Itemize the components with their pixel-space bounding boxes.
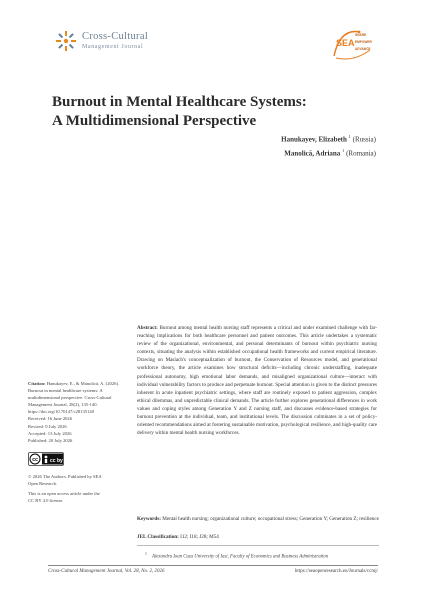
copyright-line-2: Open Research. xyxy=(28,481,58,487)
footnote-mark: 1 xyxy=(145,552,147,556)
footnote-text: Alexandru Ioan Cuza University of Iasi, Faculty of Economics and Business Administration xyxy=(152,554,329,560)
journal-subtitle: Management Journal xyxy=(82,44,144,50)
doi-link[interactable]: https://doi.org/10.70147/c28135140 xyxy=(28,409,95,415)
footer-journal-info: Cross-Cultural Management Journal, Vol. 28, No. 2, 2026 xyxy=(48,569,165,574)
date-accepted: Accepted: 13 July 2026 xyxy=(28,430,72,436)
copyright-line-1: © 2026 The Authors. Published by SEA xyxy=(28,473,102,479)
affiliation-footnote xyxy=(145,552,328,560)
cc-by-license-icon[interactable] xyxy=(28,452,64,466)
author-affiliation-mark: 1 xyxy=(342,148,345,154)
author-list xyxy=(281,131,376,160)
citation xyxy=(28,380,124,408)
journal-header xyxy=(0,0,424,70)
article-title-line-1: Burnout in Mental Healthcare Systems: xyxy=(52,94,307,110)
date-received: Received: 16 June 2026 xyxy=(28,416,73,422)
keywords-text: Mental health nursing; organizational culture; occupational stress; Generation Y; Generation Z; resilience xyxy=(162,516,379,522)
journal-name: Cross-Cultural xyxy=(82,31,149,42)
author-entry xyxy=(281,145,376,159)
publisher-tagline-1: SHARE xyxy=(355,33,367,37)
date-revised: Revised: 9 July 2026 xyxy=(28,423,67,429)
jel-text: I12; I18; J28; M54 xyxy=(180,534,219,540)
cc-badge-text: cc by xyxy=(50,457,63,464)
keywords xyxy=(137,515,379,523)
footer-divider xyxy=(48,565,378,566)
keywords-label: Keywords: xyxy=(137,516,161,522)
article-title xyxy=(52,93,382,131)
abstract xyxy=(137,324,377,437)
author-affiliation-mark: 1 xyxy=(348,134,351,139)
author-name: Hanukayev, Elizabeth xyxy=(281,135,347,144)
publisher-tagline-3: ADVANCE xyxy=(355,47,371,51)
footer-journal-url[interactable]: https://seaopenresearch.eu/Journals/ccmj/ xyxy=(294,569,378,574)
author-entry xyxy=(281,131,376,145)
footnote-divider xyxy=(137,545,379,546)
publisher-name: SEA xyxy=(336,38,355,48)
citation-label: Citation: xyxy=(28,381,46,386)
author-country: (Romania) xyxy=(346,149,376,158)
abstract-text: Burnout among mental health nursing staff represents a critical and under examined challenge with far-reaching implications for both healthcare personnel and patient outcomes. This article undertakes a systematic review of the organizational, environmental, and personal determinants of burnout within psychiatric nursing contexts, situating the analysis within established occupational health frameworks and current empirical literature. Drawing on Maslach's conceptualization of burnout, the Conservation of Resources model, and generational workforce theory, the article examines how structural deficits—including chronic understaffing, inadequate professional autonomy, high emotional labor demands, and misaligned organizational culture—interact with individual vulnerability factors to produce and perpetuate burnout. Special attention is given to the distinct pressures inherent in acute inpatient psychiatric settings, where staff are routinely exposed to patient aggression, complex ethical dilemmas, and unpredictable clinical demands. The article further explores generational differences in work values and coping styles among Generation Y and Z nursing staff, and discusses evidence-based strategies for burnout prevention at the individual, team, and institutional levels. The discussion culminates in a set of policy-oriented recommendations aimed at fostering sustainable motivation, psychological resilience, and high-quality care delivery within mental health nursing workforces. xyxy=(137,325,377,437)
license-notice xyxy=(28,473,124,504)
abstract-label: Abstract: xyxy=(137,325,158,331)
journal-logo-icon xyxy=(55,30,77,52)
jel-classification xyxy=(137,534,379,540)
author-name: Manolică, Adriana xyxy=(284,149,341,158)
citation-text: Hanukayev, E., & Manolică, A. (2026). Burnout in mental healthcare systems: A multidimensional perspective. Cross-Cultural Management Journal, 28(2), 135-140. xyxy=(28,381,120,408)
article-info-sidebar xyxy=(28,380,124,504)
article-dates xyxy=(28,415,124,443)
article-title-line-2: A Multidimensional Perspective xyxy=(52,113,257,129)
author-country: (Russia) xyxy=(352,135,376,144)
license-line-1: This is an open access article under the xyxy=(28,491,100,497)
svg-text:cc: cc xyxy=(32,456,38,463)
date-published: Published: 20 July 2026 xyxy=(28,437,73,443)
publisher-tagline-2: EMPOWER xyxy=(355,40,372,44)
jel-label: JEL Classification: xyxy=(137,534,179,540)
license-line-2: CC BY 4.0 license. xyxy=(28,498,64,504)
